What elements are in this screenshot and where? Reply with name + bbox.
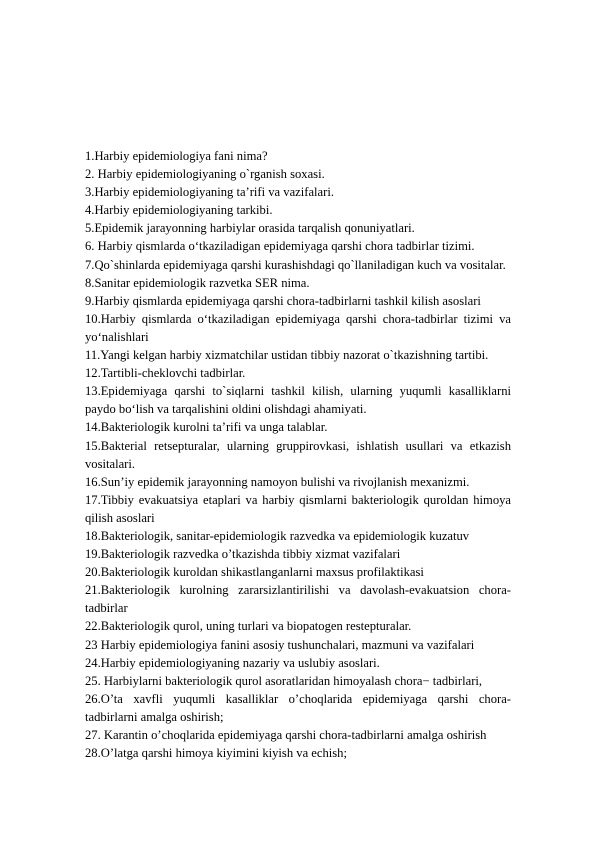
question-item: 14.Bakteriologik kurolni ta’rifi va unga talablar. [85, 420, 328, 435]
question-item: 11.Yangi kelgan harbiy xizmatchilar ustidan tibbiy nazorat o`tkazishning tartibi. [85, 348, 489, 363]
question-item: 4.Harbiy epidemiologiyaning tarkibi. [85, 203, 273, 218]
question-item: 26.O’ta xavfli yuqumli kasalliklar o’choqlarida epidemiyaga qarshi chora-tadbirlarni amalga oshirish; [85, 691, 511, 724]
question-item: 9.Harbiy qismlarda epidemiyaga qarshi chora-tadbirlarni tashkil kilish asoslari [85, 293, 481, 308]
question-item: 8.Sanitar epidemiologik razvetka SER nima. [85, 275, 310, 290]
question-item: 23 Harbiy epidemiologiya fanini asosiy tushunchalari, mazmuni va vazifalari [85, 637, 475, 652]
question-item: 25. Harbiylarni bakteriologik qurol asoratlaridan himoyalash chora− tadbirlari, [85, 673, 483, 688]
question-item: 27. Karantin o’choqlarida epidemiyaga qarshi chora-tadbirlarni amalga oshirish [85, 728, 487, 742]
question-item: 3.Harbiy epidemiologiyaning ta’rifi va vazifalari. [85, 185, 334, 200]
question-item: 15.Bakterial retsepturalar, ularning gruppirovkasi, ishlatish usullari va etkazish vositalari. [85, 438, 511, 471]
question-item: 24.Harbiy epidemiologiyaning nazariy va uslubiy asoslari. [85, 655, 380, 670]
question-item: 1.Harbiy epidemiologiya fani nima? [85, 149, 268, 163]
question-item: 5.Epidemik jarayonning harbiylar orasida tarqalish qonuniyatlari. [85, 221, 415, 236]
question-item: 12.Tartibli-cheklovchi tadbirlar. [85, 366, 246, 381]
question-item: 20.Bakteriologik kuroldan shikastlanganlarni maxsus profilaktikasi [85, 565, 424, 580]
question-item: 6. Harbiy qismlarda o‘tkaziladigan epidemiyaga qarshi chora tadbirlar tizimi. [85, 239, 475, 254]
question-item: 21.Bakteriologik kurolning zararsizlantirilishi va davolash-evakuatsion chora-tadbirlar [85, 583, 511, 616]
question-list [85, 147, 511, 762]
question-item: 13.Epidemiyaga qarshi to`siqlarni tashkil kilish, ularning yuqumli kasalliklarni paydo bo‘lish va tarqalishini oldini olishdagi ahamiyati. [85, 384, 511, 417]
question-item: 22.Bakteriologik qurol, uning turlari va biopatogen restepturalar. [85, 619, 412, 634]
question-item: 19.Bakteriologik razvedka o’tkazishda tibbiy xizmat vazifalari [85, 547, 401, 562]
question-item: 7.Qo`shinlarda epidemiyaga qarshi kurashishdagi qo`llaniladigan kuch va vositalar. [85, 257, 506, 272]
question-item: 28.O’latga qarshi himoya kiyimini kiyish va echish; [85, 746, 347, 761]
question-item: 16.Sun’iy epidemik jarayonning namoyon bulishi va rivojlanish mexanizmi. [85, 474, 470, 489]
question-item: 18.Bakteriologik, sanitar-epidemiologik razvedka va epidemiologik kuzatuv [85, 528, 470, 543]
question-item: 2. Harbiy epidemiologiyaning o`rganish soxasi. [85, 167, 325, 182]
question-item: 17.Tibbiy evakuatsiya etaplari va harbiy qismlarni bakteriologik quroldan himoya qilish asoslari [85, 492, 511, 525]
question-item: 10.Harbiy qismlarda o‘tkaziladigan epidemiyaga qarshi chora-tadbirlar tizimi va yo‘nalishlari [85, 311, 511, 344]
